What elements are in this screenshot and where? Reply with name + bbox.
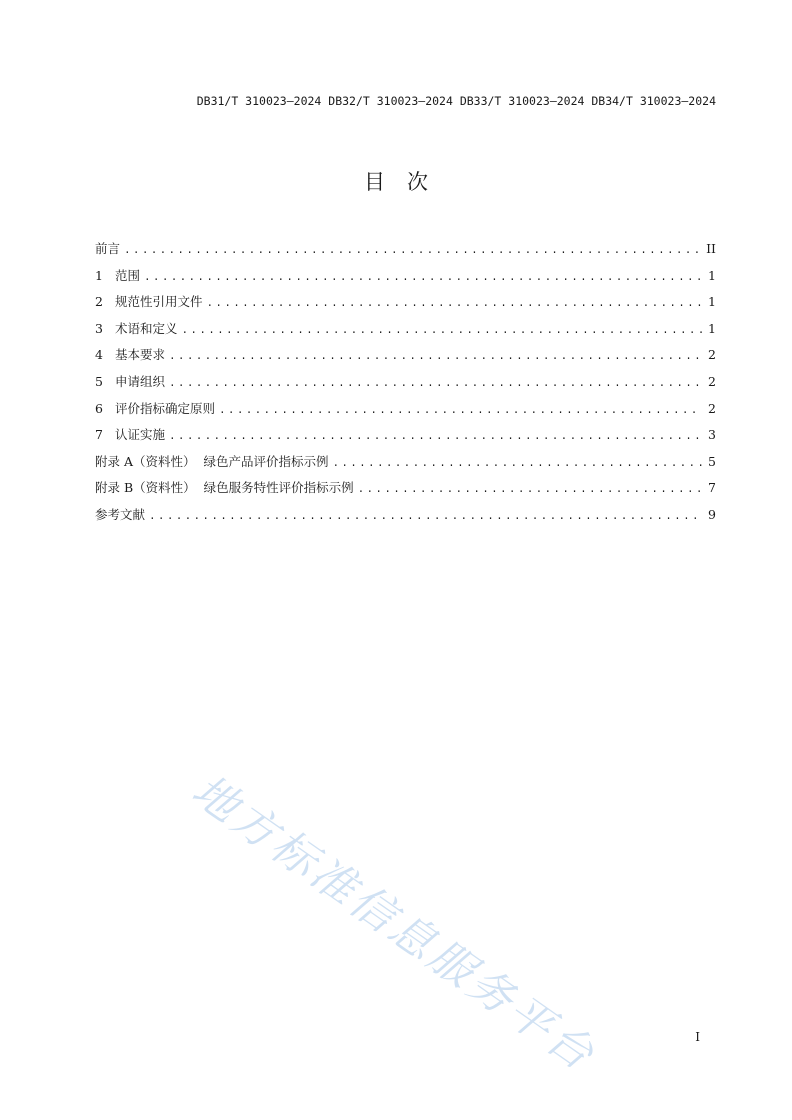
- toc-entry-label: 申请组织: [115, 373, 166, 389]
- toc-entry-label: 参考文献: [95, 506, 146, 522]
- toc-leader-dots: [169, 427, 702, 447]
- toc-entry-certification-implementation[interactable]: [95, 425, 716, 452]
- toc-leader-dots: [149, 507, 702, 527]
- toc-entry-number: 1: [95, 267, 103, 283]
- toc-entry-label: 规范性引用文件: [115, 294, 203, 310]
- toc-entry-number: 5: [95, 373, 103, 389]
- toc-entry-page: 3: [708, 427, 716, 443]
- toc-entry-page: 7: [708, 480, 716, 496]
- toc-entry-appendix-b[interactable]: [95, 478, 716, 505]
- toc-entry-label: 前言: [95, 241, 121, 256]
- toc-entry-label: 认证实施: [115, 427, 166, 443]
- toc-entry-number: 4: [95, 347, 103, 363]
- toc-list: [95, 239, 716, 532]
- toc-entry-number: 7: [95, 427, 103, 443]
- toc-entry-page: 1: [708, 294, 716, 310]
- toc-leader-dots: [358, 480, 702, 500]
- toc-leader-dots: [124, 241, 702, 261]
- toc-entry-page: 2: [708, 400, 716, 416]
- toc-entry-evaluation-principles[interactable]: [95, 399, 716, 426]
- page-number: I: [695, 1030, 700, 1044]
- toc-entry-foreword[interactable]: [95, 239, 716, 266]
- toc-leader-dots: [144, 268, 702, 288]
- toc-entry-appendix-a[interactable]: [95, 452, 716, 479]
- toc-entry-label: 附录 B（资料性） 绿色服务特性评价指标示例: [95, 480, 354, 496]
- toc-entry-terms-definitions[interactable]: [95, 319, 716, 346]
- toc-entry-normative-references[interactable]: [95, 292, 716, 319]
- toc-leader-dots: [219, 401, 702, 421]
- toc-entry-number: 2: [95, 294, 103, 310]
- toc-entry-page: II: [706, 241, 716, 256]
- toc-leader-dots: [207, 294, 702, 314]
- toc-entry-page: 5: [708, 453, 716, 469]
- toc-entry-number: 3: [95, 320, 103, 336]
- toc-entry-page: 2: [708, 373, 716, 389]
- standard-codes-header: DB31/T 310023—2024 DB32/T 310023—2024 DB33/T 310023—2024 DB34/T 310023—2024: [196, 94, 716, 108]
- toc-entry-page: 9: [708, 506, 716, 522]
- toc-entry-scope[interactable]: [95, 266, 716, 293]
- toc-leader-dots: [169, 374, 702, 394]
- toc-entry-number: 6: [95, 400, 103, 416]
- toc-entry-basic-requirements[interactable]: [95, 345, 716, 372]
- watermark-text: 地方标准信息服务平台: [182, 764, 606, 1082]
- toc-title: 目次: [364, 170, 450, 194]
- toc-entry-label: 评价指标确定原则: [115, 400, 216, 416]
- toc-entry-applicant-organization[interactable]: [95, 372, 716, 399]
- toc-entry-label: 范围: [115, 267, 141, 283]
- toc-entry-page: 1: [708, 267, 716, 283]
- toc-leader-dots: [332, 454, 702, 474]
- toc-entry-page: 2: [708, 347, 716, 363]
- toc-leader-dots: [169, 347, 702, 367]
- toc-entry-page: 1: [708, 320, 716, 336]
- toc-leader-dots: [182, 321, 702, 341]
- toc-entry-label: 附录 A（资料性） 绿色产品评价指标示例: [95, 453, 329, 469]
- toc-entry-label: 基本要求: [115, 347, 166, 363]
- toc-entry-bibliography[interactable]: [95, 505, 716, 532]
- toc-entry-label: 术语和定义: [115, 320, 178, 336]
